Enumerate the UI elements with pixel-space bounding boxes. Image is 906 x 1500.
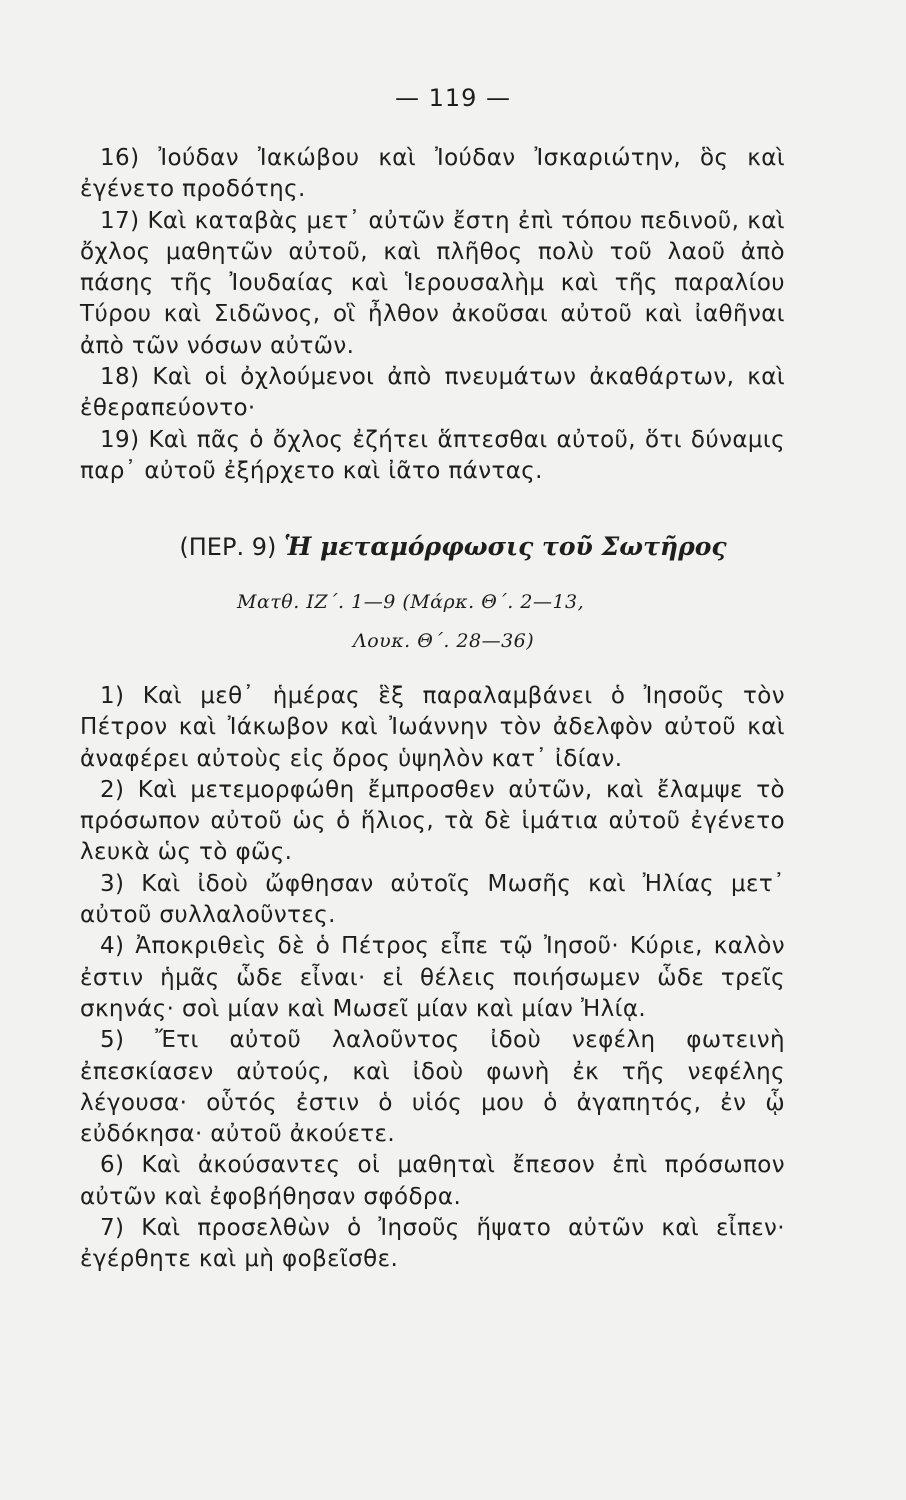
paragraph-verse-16: 16) Ἰούδαν Ἰακώβου καὶ Ἰούδαν Ἰσκαριώτην, ὃς καὶ ἐγένετο προδότης.: [80, 145, 785, 203]
bottom-text-block: [80, 681, 785, 1276]
section-prefix: (ΠΕΡ. 9): [179, 533, 277, 561]
paragraph-verse-7: 7) Καὶ προσελθὼν ὁ Ἰησοῦς ἥψατο αὐτῶν καὶ εἶπεν· ἐγέρθητε καὶ μὴ φοβεῖσθε.: [80, 1215, 785, 1273]
paragraph-verse-3: 3) Καὶ ἰδοὺ ὤφθησαν αὐτοῖς Μωσῆς καὶ Ἠλίας μετ᾽ αὐτοῦ συλλαλοῦντες.: [80, 870, 785, 929]
reference-line-1: Ματθ. ΙΖ΄. 1—9 (Μάρκ. Θ΄. 2—13,: [237, 591, 585, 613]
page-number: — 119 —: [394, 84, 512, 112]
section-heading: [0, 532, 906, 561]
reference-line-2: Λουκ. Θ΄. 28—36): [353, 630, 535, 652]
paragraph-verse-2: 2) Καὶ μετεμορφώθη ἔμπροσθεν αὐτῶν, καὶ ἔλαμψε τὸ πρόσωπον αὐτοῦ ὡς ὁ ἥλιος, τὰ δὲ ἱμάτια αὐτοῦ ἐγένετο λευκὰ ὡς τὸ φῶς.: [80, 776, 785, 866]
paragraph-verse-18: 18) Καὶ οἱ ὀχλούμενοι ἀπὸ πνευμάτων ἀκαθάρτων, καὶ ἐθεραπεύοντο·: [80, 364, 785, 422]
paragraph-verse-19: 19) Καὶ πᾶς ὁ ὄχλος ἐζήτει ἅπτεσθαι αὐτοῦ, ὅτι δύναμις παρ᾽ αὐτοῦ ἐξήρχετο καὶ ἰᾶτο πάντας.: [80, 426, 785, 484]
paragraph-verse-6: 6) Καὶ ἀκούσαντες οἱ μαθηταὶ ἔπεσον ἐπὶ πρόσωπον αὐτῶν καὶ ἐφοβήθησαν σφόδρα.: [80, 1152, 785, 1210]
paragraph-verse-5: 5) Ἔτι αὐτοῦ λαλοῦντος ἰδοὺ νεφέλη φωτεινὴ ἐπεσκίασεν αὐτούς, καὶ ἰδοὺ φωνὴ ἐκ τῆς νεφέλης λέγουσα· οὗτός ἐστιν ὁ υἱός μου ὁ ἀγαπητός, ἐν ᾧ εὐδόκησα· αὐτοῦ ἀκούετε.: [80, 1027, 785, 1148]
paragraph-verse-1: 1) Καὶ μεθ᾽ ἡμέρας ἓξ παραλαμβάνει ὁ Ἰησοῦς τὸν Πέτρον καὶ Ἰάκωβον καὶ Ἰωάννην τὸν ἀδελφὸν αὐτοῦ καὶ ἀναφέρει αὐτοὺς εἰς ὄρος ὑψηλὸν κατ᾽ ἰδίαν.: [80, 683, 785, 772]
top-text-block: [80, 143, 785, 487]
section-title: Ἡ μεταμόρφωσις τοῦ Σωτῆρος: [283, 532, 727, 561]
paragraph-verse-4: 4) Ἀποκριθεὶς δὲ ὁ Πέτρος εἶπε τῷ Ἰησοῦ· Κύριε, καλὸν ἐστιν ἡμᾶς ὧδε εἶναι· εἰ θέλεις ποιήσωμεν ὧδε τρεῖς σκηνάς· σοὶ μίαν καὶ Μωσεῖ μίαν καὶ μίαν Ἠλίᾳ.: [80, 933, 785, 1022]
paragraph-verse-17: 17) Καὶ καταβὰς μετ᾽ αὐτῶν ἔστη ἐπὶ τόπου πεδινοῦ, καὶ ὄχλος μαθητῶν αὐτοῦ, καὶ πλῆθος πολὺ τοῦ λαοῦ ἀπὸ πάσης τῆς Ἰουδαίας καὶ Ἱερουσαλὴμ καὶ τῆς παραλίου Τύρου καὶ Σιδῶνος, οἳ ἦλθον ἀκοῦσαι αὐτοῦ καὶ ἰαθῆναι ἀπὸ τῶν νόσων αὐτῶν.: [80, 207, 785, 359]
